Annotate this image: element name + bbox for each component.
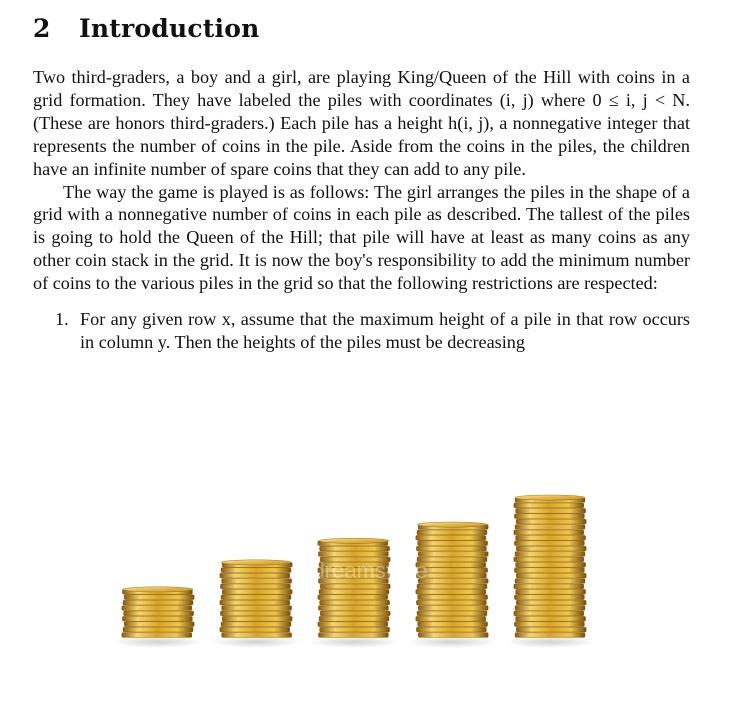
coin: [418, 595, 488, 600]
coin: [318, 552, 388, 557]
coin-stack-5: [505, 495, 595, 648]
coin: [221, 622, 291, 627]
coin: [516, 562, 586, 567]
coin: [514, 622, 584, 627]
coin: [124, 622, 194, 627]
coin: [515, 606, 585, 611]
paragraph-1: Two third-graders, a boy and a girl, are playing King/Queen of the Hill with coins in a grid formation. They have labeled the piles with coordinates (i, j) where 0 ≤ i, j < N. (These are honors third-graders.) Each pile has a height h(i, j), a nonnegative integer that represents the number of coins in the pile. Aside from the coins in the piles, the children have an infinite number of spare coins that they can add to any pile.: [33, 67, 690, 179]
coin: [320, 546, 390, 551]
coin: [418, 633, 488, 638]
coin: [221, 595, 291, 600]
coin: [124, 611, 194, 616]
coin-stack-1: [113, 587, 203, 648]
coin: [222, 633, 292, 638]
watermark-text: dreamstime: [312, 558, 428, 583]
stack-shadow: [113, 636, 203, 648]
coin: [416, 535, 486, 540]
coin: [417, 611, 487, 616]
coin: [318, 622, 388, 627]
coin: [320, 584, 390, 589]
coin: [222, 606, 292, 611]
coin: [418, 606, 488, 611]
coin: [222, 579, 292, 584]
coin: [514, 595, 584, 600]
stack-shadow: [407, 636, 497, 648]
coin: [514, 568, 584, 573]
coin: [220, 573, 290, 578]
restrictions-list: [33, 308, 690, 354]
section-title: Introduction: [79, 14, 260, 43]
coin: [122, 633, 192, 638]
coin: [220, 611, 290, 616]
coin-stacks-image: [100, 488, 660, 650]
coin: [417, 530, 487, 535]
coin: [416, 600, 486, 605]
coin: [516, 589, 586, 594]
coin: [514, 557, 584, 562]
list-item-number: 1.: [55, 309, 69, 330]
coin: [320, 611, 390, 616]
coin: [123, 627, 193, 632]
coin: [122, 606, 192, 611]
coin: [418, 568, 488, 573]
coin: [318, 606, 388, 611]
coin: [222, 589, 292, 594]
coin-top: [319, 538, 389, 543]
coin: [416, 546, 486, 551]
coin-stack-4: [407, 522, 497, 648]
coin: [418, 552, 488, 557]
coin: [418, 579, 488, 584]
coin: [515, 525, 585, 530]
coin: [220, 584, 290, 589]
coin: [514, 503, 584, 508]
coin: [418, 541, 488, 546]
coin: [514, 584, 584, 589]
coin: [515, 579, 585, 584]
coin: [516, 546, 586, 551]
coin: [318, 595, 388, 600]
coin: [122, 616, 192, 621]
coin: [123, 600, 193, 605]
stack-shadow: [505, 636, 595, 648]
section-number: 2: [33, 14, 51, 43]
coin-stack-3: [309, 538, 399, 648]
coin: [319, 616, 389, 621]
paragraph-2: The way the game is played is as follows: The girl arranges the piles in the shape of a grid with a nonnegative number of coins in each pile as described. The tallest of the piles is going to hold the Queen of the Hill; that pile will have at least as many coins as any other coin stack in the grid. It is now the boy's responsibility to add the minimum number of coins to the various piles in the grid so that the following restrictions are respected:: [33, 181, 690, 294]
coin: [417, 584, 487, 589]
coin: [222, 616, 292, 621]
stack-shadow: [309, 636, 399, 648]
coin: [515, 552, 585, 557]
coin: [514, 611, 584, 616]
coin: [220, 600, 290, 605]
body-text: [33, 66, 690, 354]
coin: [320, 627, 390, 632]
coin-top: [221, 560, 291, 565]
coin-top: [123, 587, 193, 592]
coin: [124, 595, 194, 600]
list-item: [33, 308, 690, 354]
coin: [516, 519, 586, 524]
coin: [318, 633, 388, 638]
coin: [516, 573, 586, 578]
coin: [516, 508, 586, 513]
coin: [320, 600, 390, 605]
coin: [418, 622, 488, 627]
section-heading: [33, 14, 259, 43]
coin: [514, 530, 584, 535]
coin-top: [417, 522, 487, 527]
coin: [416, 589, 486, 594]
coin: [516, 627, 586, 632]
coin: [416, 616, 486, 621]
coin: [516, 616, 586, 621]
coin: [220, 627, 290, 632]
coin: [221, 568, 291, 573]
coin: [516, 600, 586, 605]
list-item-text: For any given row x, assume that the maximum height of a pile in that row occurs in column y. Then the heights of the piles must be decreasing: [80, 309, 690, 352]
coin: [514, 541, 584, 546]
coin-top: [515, 495, 585, 500]
coin: [514, 514, 584, 519]
coin: [416, 627, 486, 632]
coin-stack-2: [211, 560, 301, 648]
coin: [417, 557, 487, 562]
coin: [515, 633, 585, 638]
coin: [516, 535, 586, 540]
stack-shadow: [211, 636, 301, 648]
coin: [319, 589, 389, 594]
